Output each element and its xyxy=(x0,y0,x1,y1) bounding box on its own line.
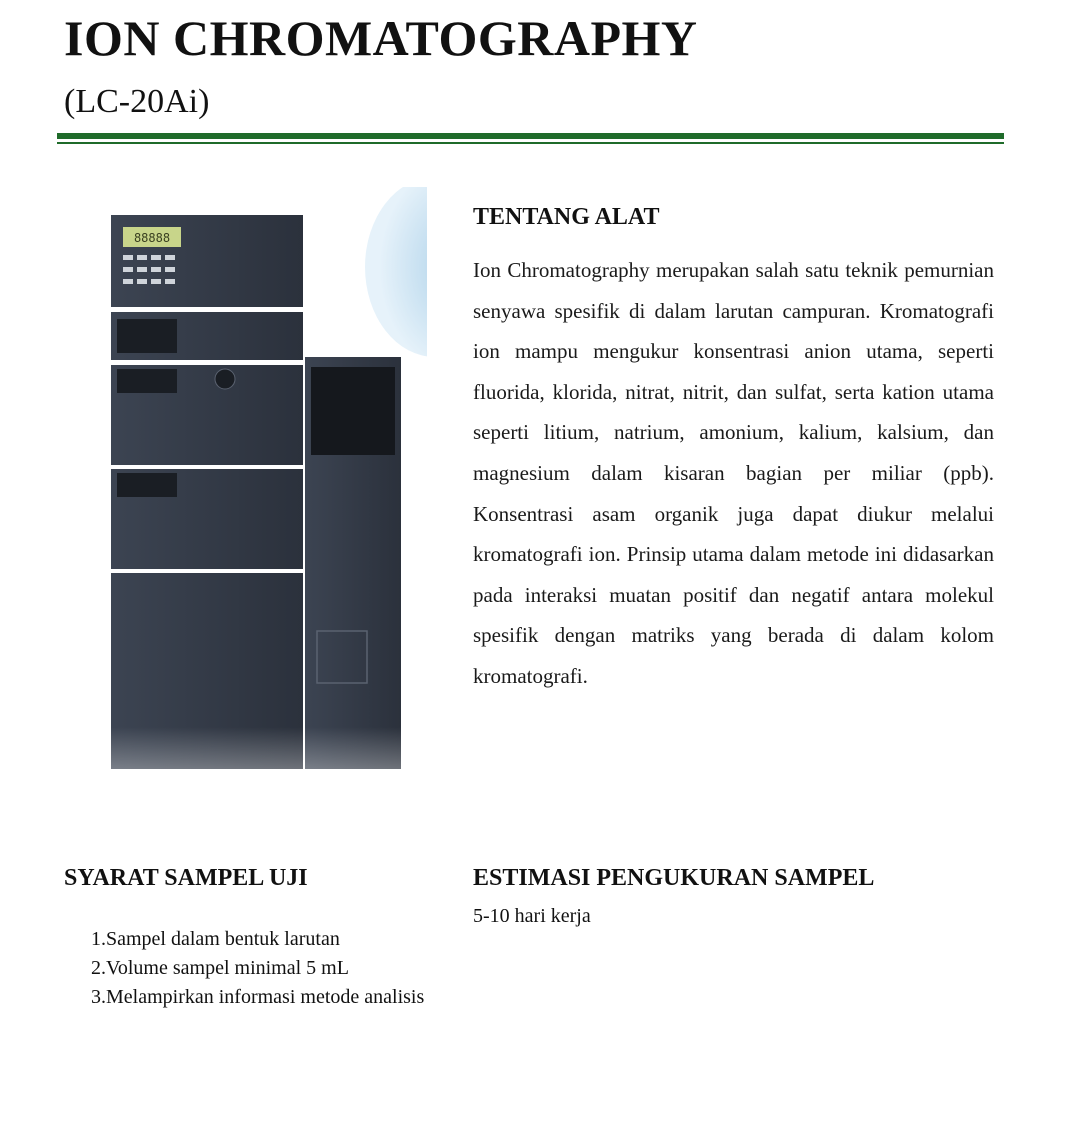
list-item-number: 1. xyxy=(91,928,106,950)
requirements-list xyxy=(66,925,424,1012)
list-item xyxy=(66,983,424,1012)
header-rule-thin xyxy=(57,142,1004,144)
list-item xyxy=(66,954,424,983)
ion-chromatography-instrument-photo xyxy=(105,187,427,807)
estimate-value: 5-10 hari kerja xyxy=(473,905,591,927)
about-heading: TENTANG ALAT xyxy=(473,204,660,230)
page-title: ION CHROMATOGRAPHY xyxy=(64,10,698,66)
list-item-text: Volume sampel minimal 5 mL xyxy=(106,957,349,979)
about-paragraph: Ion Chromatography merupakan salah satu teknik pemurnian senyawa spesifik di dalam larutan campuran. Kromatografi ion mampu mengukur konsentrasi anion utama, seperti fluorida, klorida, nitrat, nitrit, dan sulfat, serta kation utama seperti litium, natrium, amonium, kalium, kalsium, dan magnesium dalam kisaran bagian per miliar (ppb). Konsentrasi asam organik juga dapat diukur melalui kromatografi ion. Prinsip utama dalam metode ini didasarkan pada interaksi muatan positif dan negatif antara molekul spesifik dengan matriks yang berada di dalam kolom kromatografi. xyxy=(473,258,994,688)
requirements-heading: SYARAT SAMPEL UJI xyxy=(64,865,308,891)
header-rule-thick xyxy=(57,133,1004,139)
list-item-text: Melampirkan informasi metode analisis xyxy=(106,986,425,1008)
lcd-display-text: 88888 xyxy=(133,231,171,245)
model-subtitle: (LC-20Ai) xyxy=(64,83,210,120)
list-item-number: 3. xyxy=(91,986,106,1008)
list-item-text: Sampel dalam bentuk larutan xyxy=(106,928,340,950)
list-item-number: 2. xyxy=(91,957,106,979)
list-item xyxy=(66,925,424,954)
estimate-heading: ESTIMASI PENGUKURAN SAMPEL xyxy=(473,865,875,891)
